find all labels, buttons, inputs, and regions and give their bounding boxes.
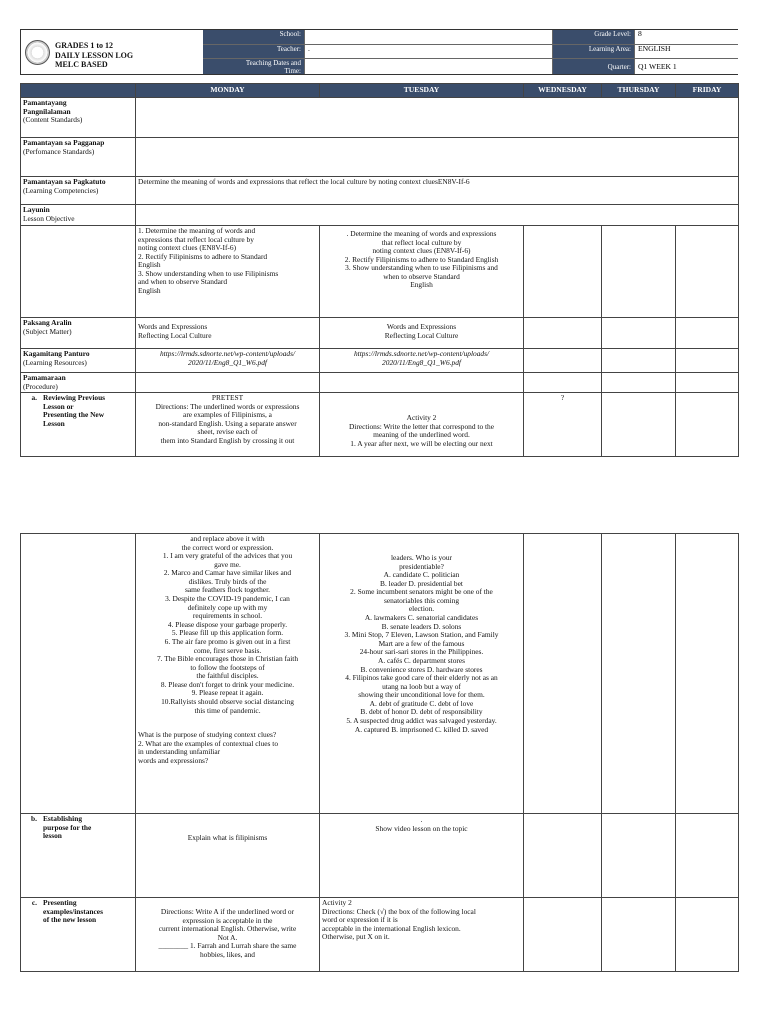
procedure-tuesday[interactable]: [320, 373, 524, 393]
title-line-3: MELC BASED: [55, 60, 108, 70]
col-thursday: THURSDAY: [602, 84, 676, 98]
procedure-b-letter: b.: [31, 814, 37, 823]
pretest-item-line: this time of pandemic.: [194, 705, 261, 715]
continued-wednesday[interactable]: [524, 534, 602, 814]
content-standards-cell[interactable]: [136, 98, 739, 138]
objectives-friday[interactable]: [676, 226, 739, 318]
pretest-line: are examples of Filipinisms, a: [183, 410, 272, 420]
col-tuesday: TUESDAY: [320, 84, 524, 98]
activity-item-line: B. convenience stores D. hardware stores: [360, 664, 483, 674]
procedure-c-tue-line: Directions: Check (√) the box of the following local: [322, 906, 476, 916]
resource-mon-line: 2020/11/Eng8_Q1_W6.pdf: [188, 357, 267, 367]
title-line-1: GRADES 1 to 12: [55, 41, 114, 50]
objectives-wednesday[interactable]: [524, 226, 602, 318]
pretest-item-line: the correct word or expression.: [181, 542, 274, 552]
grade-level-label: Grade Level:: [552, 30, 634, 44]
lesson-log-table-continued: [20, 533, 739, 972]
activity-item-line: 5. A suspected drug addict was salvaged yesterday.: [346, 715, 497, 725]
subject-l2: (Subject Matter): [23, 326, 72, 336]
procedure-c-thursday[interactable]: [602, 898, 676, 972]
activity-item-line: leaders. Who is your: [390, 553, 453, 562]
procedure-c-line: examples/instances: [43, 906, 103, 916]
question-line: words and expressions?: [138, 755, 209, 765]
lesson-log-table: [20, 83, 739, 457]
obj-mon-line: expressions that reflect local culture by: [138, 234, 254, 244]
subject-tue-line: Reflecting Local Culture: [384, 330, 459, 340]
subject-mon-line: Reflecting Local Culture: [138, 330, 212, 340]
pretest-item-line: the faithful disciples.: [196, 671, 259, 681]
continued-friday[interactable]: [676, 534, 739, 814]
activity2-line: meaning of the underlined word.: [373, 430, 470, 440]
subject-friday[interactable]: [676, 318, 739, 349]
procedure-a-friday[interactable]: [676, 393, 739, 457]
procedure-b-tuesday-text: Show video lesson on the topic: [375, 823, 468, 833]
pretest-item-line: 2. Marco and Camar have similar likes and: [163, 568, 292, 578]
content-standards-l2: Pangnilalaman: [23, 106, 71, 116]
objective-cell[interactable]: [136, 205, 739, 226]
obj-mon-line: 2. Rectify Filipinisms to adhere to Standard: [138, 251, 268, 261]
row-procedure-c: [21, 898, 739, 972]
obj-tue-line: when to observe Standard: [383, 271, 460, 281]
activity-item-line: presidentiable?: [399, 561, 444, 571]
resource-mon-line: https://lrmds.sdnorte.net/wp-content/uploads/: [159, 349, 296, 358]
pretest-items: [138, 535, 317, 715]
content-standards-l1: Pamantayang: [23, 98, 67, 107]
pretest-item-line: dislikes. Truly birds of the: [188, 576, 267, 586]
deped-seal-icon: [25, 40, 50, 65]
procedure-c-monday[interactable]: [136, 898, 320, 972]
question-line: in understanding unfamiliar: [138, 747, 221, 757]
resources-l1: Kagamitang Panturo: [23, 349, 90, 358]
teacher-label: Teacher:: [203, 45, 304, 59]
subject-tue-line: Words and Expressions: [386, 322, 457, 331]
procedure-c-mon-line: hobbies, likes, and: [199, 949, 255, 959]
procedure-monday[interactable]: [136, 373, 320, 393]
procedure-a-label: [21, 393, 136, 457]
competencies-cell[interactable]: Determine the meaning of words and expressions that reflect the local culture by noting context cluesEN8V-If-6: [136, 177, 739, 205]
pretest-item-line: 5. Please fill up this application form.: [171, 628, 284, 638]
competencies-l2: (Learning Competencies): [23, 185, 99, 195]
content-standards-label: [21, 98, 136, 138]
activity-item-line: senatoriables this coming: [383, 595, 460, 605]
obj-tue-line: English: [410, 280, 433, 290]
procedure-b-label: [21, 814, 136, 898]
obj-tue-line: 2. Rectify Filipinisms to adhere to Standard English: [344, 254, 499, 264]
procedure-b-dot: .: [420, 815, 423, 824]
procedure-c-line: Presenting: [43, 898, 77, 907]
day-header-row: [21, 84, 739, 98]
pretest-item-line: 1. I am very grateful of the advices that you: [162, 551, 293, 561]
resources-thursday[interactable]: [602, 349, 676, 373]
activity-item-line: utang na loob but a way of: [382, 681, 461, 691]
procedure-label: [21, 373, 136, 393]
subject-thursday[interactable]: [602, 318, 676, 349]
row-lesson-objective: [21, 205, 739, 226]
procedure-l1: Pamamaraan: [23, 373, 66, 382]
pretest-line: Directions: The underlined words or expressions: [155, 401, 300, 411]
obj-mon-line: noting context clues (EN8V-If-6): [138, 243, 237, 253]
activity-item-line: 4. Filipinos take good care of their elderly not as an: [345, 673, 498, 683]
context-clues-questions: [138, 731, 317, 765]
subject-mon-line: Words and Expressions: [138, 322, 208, 331]
activity-item-line: A. captured B. imprisoned C. killed D. saved: [354, 724, 489, 734]
corner-cell: [21, 84, 136, 98]
procedure-c-line: of the new lesson: [43, 915, 97, 925]
activity-item-line: A. lawmakers C. senatorial candidates: [364, 613, 479, 623]
procedure-friday[interactable]: [676, 373, 739, 393]
pretest-item-line: 6. The air fare promo is given out in a first: [164, 636, 291, 646]
learning-area-label: Learning Area:: [552, 45, 634, 59]
lesson-log-header: [20, 29, 738, 75]
content-standards-l3: (Content Standards): [23, 115, 83, 125]
header-title-block: [21, 30, 203, 74]
activity2-line: 1. A year after next, we will be electing our next: [350, 438, 493, 448]
obj-tue-line: 3. Show understanding when to use Filipinisms and: [345, 263, 498, 273]
resources-friday[interactable]: [676, 349, 739, 373]
performance-standards-label: [21, 138, 136, 177]
pretest-line: them into Standard English by crossing it out: [160, 436, 295, 446]
objectives-empty-label: [21, 226, 136, 318]
procedure-thursday[interactable]: [602, 373, 676, 393]
obj-mon-line: English: [138, 260, 161, 270]
activity-item-line: 3. Mini Stop, 7 Eleven, Lawson Station, and Family: [344, 630, 499, 640]
activity-item-line: 2. Some incumbent senators might be one of the: [350, 587, 493, 597]
row-learning-resources: [21, 349, 739, 373]
pretest-item-line: 10.Rallyists should observe social distancing: [161, 696, 294, 706]
competencies-l1: Pamantayan sa Pagkatuto: [23, 177, 106, 186]
pretest-items-monday[interactable]: [136, 534, 320, 814]
objective-l2: Lesson Objective: [23, 213, 75, 223]
row-procedure-a-continued: [21, 534, 739, 814]
header-left-fields: [203, 30, 552, 74]
procedure-b-line: lesson: [43, 831, 62, 841]
activity2-items-tuesday[interactable]: [320, 534, 524, 814]
obj-mon-line: 1. Determine the meaning of words and: [138, 226, 256, 235]
obj-mon-line: English: [138, 286, 161, 296]
activity-item-line: B. senate leaders D. solons: [381, 621, 462, 631]
teacher-field[interactable]: .: [304, 45, 552, 59]
pretest-line: non-standard English. Using a separate answer: [158, 418, 297, 428]
pretest-item-line: 4. Please dispose your garbage properly.: [167, 619, 288, 629]
procedure-b-line: purpose for the: [43, 822, 92, 832]
pretest-item-line: 3. Despite the COVID-19 pandemic, I can: [165, 594, 290, 604]
pretest-item-line: come, first serve basis.: [193, 645, 262, 655]
subject-monday[interactable]: [136, 318, 320, 349]
pretest-item-line: 9. Please repeat it again.: [191, 688, 264, 698]
procedure-a-thursday[interactable]: [602, 393, 676, 457]
col-wednesday: WEDNESDAY: [524, 84, 602, 98]
procedure-c-mon-line: expression is acceptable in the: [182, 915, 273, 925]
continued-thursday[interactable]: [602, 534, 676, 814]
continued-label: [21, 534, 136, 814]
resource-tue-line: 2020/11/Eng8_Q1_W6.pdf: [382, 357, 461, 367]
performance-standards-cell[interactable]: [136, 138, 739, 177]
procedure-a-tuesday[interactable]: [320, 393, 524, 457]
procedure-c-tue-line: word or expression if it is: [322, 915, 398, 925]
procedure-b-wednesday[interactable]: [524, 814, 602, 898]
objectives-thursday[interactable]: [602, 226, 676, 318]
pretest-item-line: gave me.: [214, 559, 241, 569]
procedure-c-title: [43, 899, 103, 925]
procedure-wednesday[interactable]: [524, 373, 602, 393]
procedure-c-tue-line: acceptable in the international English lexicon.: [322, 923, 461, 933]
procedure-c-friday[interactable]: [676, 898, 739, 972]
pretest-item-line: requirements in school.: [192, 611, 263, 621]
performance-standards-l2: (Perfomance Standards): [23, 146, 95, 156]
procedure-b-line: Establishing: [43, 814, 83, 823]
procedure-c-letter: c.: [31, 898, 37, 907]
performance-standards-l1: Pamantayan sa Pagganap: [23, 138, 105, 147]
subject-label: [21, 318, 136, 349]
header-titles: [55, 41, 133, 70]
procedure-a-line: Reviewing Previous: [43, 393, 106, 403]
activity-item-line: Mart are a few of the famous: [378, 638, 465, 648]
school-field[interactable]: [304, 30, 552, 44]
header-right-fields: [552, 30, 738, 74]
quarter-label: Quarter:: [552, 59, 634, 74]
activity-item-line: A. cafés C. department stores: [377, 655, 466, 665]
dates-label: [203, 59, 304, 74]
procedure-c-wednesday[interactable]: [524, 898, 602, 972]
procedure-b-friday[interactable]: [676, 814, 739, 898]
resources-label: [21, 349, 136, 373]
activity-item-line: B. leader D. presidential bet: [380, 578, 463, 588]
row-objectives-detail: [21, 226, 739, 318]
subject-tuesday[interactable]: [320, 318, 524, 349]
resources-tuesday-link[interactable]: [320, 349, 524, 373]
dates-label-line-2: Time:: [284, 66, 301, 75]
procedure-c-tue-line: Activity 2: [322, 898, 352, 907]
procedure-a-line: Presenting the New: [43, 410, 105, 420]
row-performance-standards: [21, 138, 739, 177]
procedure-a-wednesday[interactable]: ?: [524, 393, 602, 457]
pretest-item-line: definitely cope up with my: [187, 602, 268, 612]
activity2-title: Activity 2: [406, 413, 437, 423]
question-line: What is the purpose of studying context clues?: [138, 730, 277, 740]
activity-item-line: A. candidate C. politician: [383, 570, 460, 580]
procedure-c-mon-line: ________ 1. Farrah and Lurrah share the same: [158, 941, 297, 951]
col-friday: FRIDAY: [676, 84, 739, 98]
row-procedure-a: [21, 393, 739, 457]
procedure-a-line: Lesson or: [43, 401, 74, 411]
row-subject-matter: [21, 318, 739, 349]
row-procedure: [21, 373, 739, 393]
competencies-label: [21, 177, 136, 205]
learning-area-field[interactable]: ENGLISH: [634, 45, 738, 59]
resources-l2: (Learning Resources): [23, 357, 87, 367]
obj-mon-line: and when to observe Standard: [138, 277, 228, 287]
pretest-title: PRETEST: [211, 393, 244, 403]
procedure-c-mon-line: Directions: Write A if the underlined word or: [160, 907, 295, 916]
activity-item-line: election.: [408, 604, 435, 614]
subject-wednesday[interactable]: [524, 318, 602, 349]
pretest-item-line: same feathers flock together.: [185, 585, 270, 595]
procedure-l2: (Procedure): [23, 381, 58, 391]
row-learning-competencies: [21, 177, 739, 205]
obj-tue-line: noting context clues (EN8V-If-6): [372, 246, 471, 256]
obj-mon-line: 3. Show understanding when to use Filipinisms: [138, 268, 279, 278]
procedure-a-monday[interactable]: [136, 393, 320, 457]
col-monday: MONDAY: [136, 84, 320, 98]
title-line-2: DAILY LESSON LOG: [55, 50, 134, 60]
procedure-b-tuesday[interactable]: [320, 814, 524, 898]
procedure-c-tue-line: Otherwise, put X on it.: [322, 932, 390, 942]
procedure-c-tuesday[interactable]: [320, 898, 524, 972]
resources-monday-link[interactable]: [136, 349, 320, 373]
objectives-tuesday[interactable]: [320, 226, 524, 318]
procedure-c-label: [21, 898, 136, 972]
objective-label: [21, 205, 136, 226]
row-content-standards: [21, 98, 739, 138]
pretest-item-line: to follow the footsteps of: [190, 662, 265, 672]
pretest-item-line: 7. The Bible encourages those in Christian faith: [156, 654, 299, 664]
activity-item-line: showing their unconditional love for them.: [358, 690, 485, 700]
quarter-field[interactable]: Q1 WEEK 1: [634, 59, 738, 74]
procedure-c-mon-line: Not A.: [217, 932, 238, 942]
procedure-b-title: [43, 815, 91, 841]
pretest-line: sheet, revise each of: [197, 427, 258, 437]
row-procedure-b: [21, 814, 739, 898]
obj-tue-line: . Determine the meaning of words and expressions: [346, 229, 497, 238]
objective-l1: Layunin: [23, 205, 50, 214]
pretest-item-line: and replace above it with: [190, 534, 265, 543]
dates-field[interactable]: [304, 59, 552, 74]
grade-level-field[interactable]: 8: [634, 30, 738, 44]
procedure-c-mon-line: current international English. Otherwise, write: [158, 924, 297, 934]
school-label: School:: [203, 30, 304, 44]
procedure-b-thursday[interactable]: [602, 814, 676, 898]
objectives-monday[interactable]: [136, 226, 320, 318]
procedure-a-line: Lesson: [43, 418, 65, 428]
resources-wednesday[interactable]: [524, 349, 602, 373]
subject-l1: Paksang Aralin: [23, 318, 72, 327]
pretest-item-line: 8. Please don't forget to drink your medicine.: [160, 679, 295, 689]
resource-tue-line: https://lrmds.sdnorte.net/wp-content/uploads/: [353, 349, 490, 358]
procedure-b-monday[interactable]: Explain what is filipinisms: [136, 814, 320, 898]
procedure-a-title: [43, 394, 105, 428]
activity2-line: Directions: Write the letter that correspond to the: [348, 421, 495, 431]
activity-item-line: 24-hour sari-sari stores in the Philippines.: [359, 647, 484, 657]
activity-item-line: B. debt of honor D. debt of responsibility: [360, 707, 483, 717]
dates-label-line-1: Teaching Dates and: [245, 59, 301, 68]
obj-tue-line: that reflect local culture by: [381, 237, 462, 247]
question-line: 2. What are the examples of contextual clues to: [138, 738, 279, 748]
procedure-a-letter: a.: [31, 393, 37, 403]
activity-item-line: A. debt of gratitude C. debt of love: [369, 698, 474, 708]
